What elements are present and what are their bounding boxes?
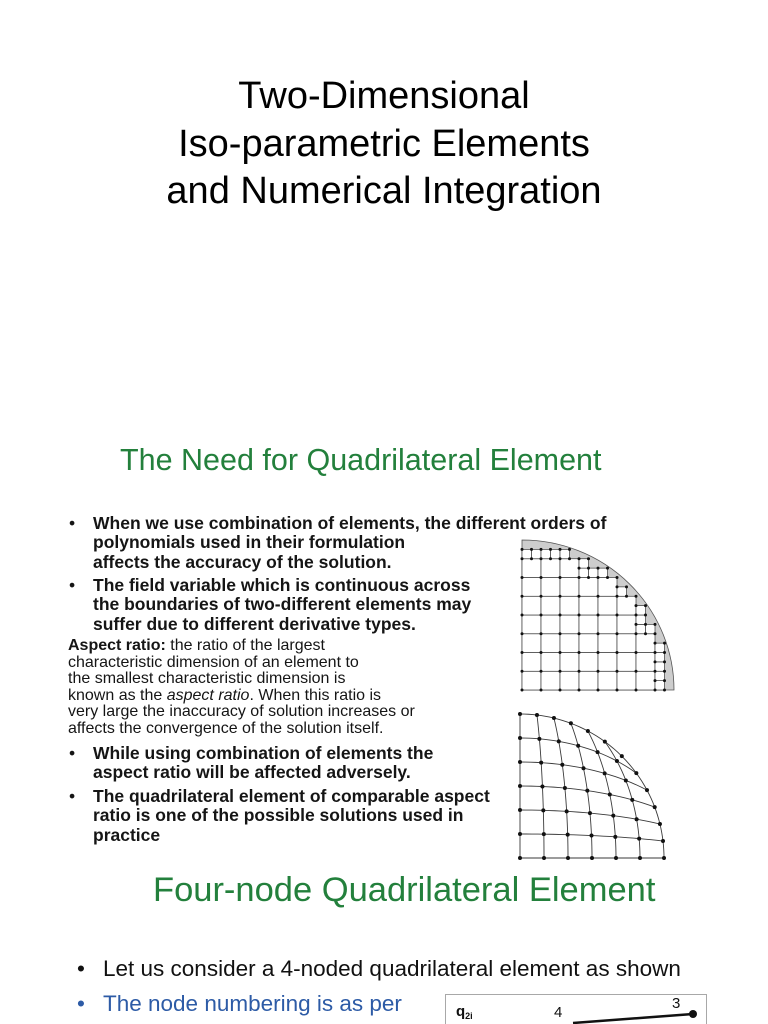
grid-node [549,557,552,560]
aspect-text: the ratio of the largest [165,637,325,654]
bullet-marker: • [77,991,85,1016]
grid-cell [579,568,589,577]
grid-cell [617,615,636,634]
grid-node [559,548,562,551]
grid-cell [655,671,665,680]
mesh-node [566,833,570,837]
grid-node [625,595,628,598]
bullet-line: ratio is one of the possible solutions used in [93,805,464,825]
grid-node [635,595,638,598]
grid-node [559,595,562,598]
mesh-node [590,856,594,860]
mesh-node [588,811,592,815]
grid-cell [541,615,560,634]
grid-node [606,567,609,570]
aspect-text: known as the [68,686,167,704]
mesh-line [622,756,664,858]
grid-node [521,595,524,598]
mesh-node [582,766,586,770]
grid-node [578,632,581,635]
mesh-node [586,729,590,733]
grid-cell [655,662,665,671]
grid-node [635,623,638,626]
grid-node [654,651,657,654]
bullet-item-node-numbering [77,991,402,1017]
mesh-line [605,742,640,858]
bullet-marker: • [69,512,76,533]
node-label-4: 4 [554,1004,563,1021]
grid-node [578,557,581,560]
aspect-line [68,638,415,655]
grid-node [616,670,619,673]
grid-cell [522,596,541,615]
grid-node [540,651,543,654]
aspect-line: characteristic dimension of an element to [68,653,359,671]
bullet-line: While using combination of elements the [93,742,434,763]
grid-node [616,585,619,588]
bullet-line: aspect ratio will be affected adversely. [93,762,411,782]
grid-node [635,689,638,692]
grid-cell [598,615,617,634]
grid-node [587,576,590,579]
grid-cell [560,559,579,578]
bullet-line: practice [93,824,161,845]
mesh-node [560,763,564,767]
grid-cell [560,653,579,672]
grid-node [521,689,524,692]
grid-node [625,585,628,588]
grid-node [521,670,524,673]
grid-cell [636,624,646,633]
grid-node [654,623,657,626]
grid-node [559,651,562,654]
bullet-line: affects the accuracy of the solution. [93,551,392,572]
grid-cell [551,549,561,558]
grid-cell [598,596,617,615]
grid-node [663,660,666,663]
mesh-node [535,713,539,717]
bullet-line: The quadrilateral element of comparable aspect [93,785,490,806]
mesh-node [603,740,607,744]
grid-cell [598,578,617,597]
section-heading-need-for-quadrilateral: The Need for Quadrilateral Element [120,443,602,477]
grid-node [568,548,571,551]
grid-node [578,614,581,617]
grid-cell [598,671,617,690]
mesh-node [637,837,641,841]
grid-cell [579,578,598,597]
grid-cell [541,559,560,578]
grid-node [597,689,600,692]
grid-node [530,548,533,551]
bullet-item-consider-element [77,956,681,982]
bullet-marker: • [69,742,76,763]
grid-cell [655,653,665,662]
grid-node [559,689,562,692]
grid-cell [617,634,636,653]
grid-cell [617,653,636,672]
mesh-node [557,739,561,743]
grid-node [616,595,619,598]
grid-node [521,576,524,579]
mesh-node [638,856,642,860]
grid-cell [532,549,542,558]
document-title [0,73,768,216]
grid-cell [522,653,541,672]
grid-node [578,567,581,570]
grid-cell [579,671,598,690]
grid-node [606,576,609,579]
grid-cell [541,596,560,615]
grid-cell [598,568,608,577]
mesh-node [662,856,666,860]
bullet-line: polynomials used in their formulation [93,532,406,552]
grid-node [663,679,666,682]
grid-cell [646,624,656,633]
mesh-node [518,760,522,764]
grid-node [578,576,581,579]
mesh-node [539,761,543,765]
mesh-node [518,736,522,740]
mesh-node [615,759,619,763]
mesh-line [520,738,636,773]
mesh-node [634,771,638,775]
grid-node [644,623,647,626]
grid-cell [560,596,579,615]
dof-symbol: q [456,1003,466,1020]
mesh-node [661,839,665,843]
mesh-node [569,721,573,725]
grid-node [578,595,581,598]
mesh-node [608,793,612,797]
grid-node [540,595,543,598]
grid-node [654,689,657,692]
mesh-node [613,835,617,839]
grid-node [635,604,638,607]
aspect-line: very large the inaccuracy of solution increases or [68,703,415,721]
mesh-node [590,834,594,838]
grid-cell [598,653,617,672]
grid-node [540,576,543,579]
grid-node [559,632,562,635]
grid-node [540,670,543,673]
grid-node [597,670,600,673]
mesh-node [563,786,567,790]
grid-cell [579,634,598,653]
grid-node [540,557,543,560]
element-edge-4-3 [573,1014,693,1023]
dof-subscript: 2i [465,1011,473,1021]
grid-cell [636,653,655,672]
node-3-marker [689,1010,697,1018]
title-line: Two-Dimensional [238,75,530,117]
mesh-node [518,808,522,812]
bullet-line: When we use combination of elements, the different orders of [93,512,607,533]
staircase-grid-mesh-figure [515,532,685,697]
grid-cell [522,559,541,578]
mesh-node [596,750,600,754]
mesh-node [537,737,541,741]
bullet-marker: • [69,785,76,806]
grid-node [663,642,666,645]
mesh-node [620,754,624,758]
aspect-line: affects the convergence of the solution itself. [68,719,384,737]
grid-cell [522,634,541,653]
mesh-node [630,798,634,802]
grid-node [597,614,600,617]
aspect-line [68,688,415,705]
mesh-node [565,809,569,813]
grid-node [559,576,562,579]
grid-node [635,670,638,673]
title-line: Iso-parametric Elements [178,122,590,165]
grid-node [644,604,647,607]
grid-cell [655,643,665,652]
mesh-node [552,716,556,720]
grid-node [521,548,524,551]
mesh-node [541,808,545,812]
grid-node [663,689,666,692]
mesh-node [518,712,522,716]
grid-node [644,614,647,617]
grid-node [530,557,533,560]
grid-node [644,632,647,635]
mesh-node [603,771,607,775]
grid-cell [636,634,655,653]
aspect-ratio-definition [68,638,415,738]
grid-node [521,632,524,635]
bullet-marker: • [69,574,76,595]
bullet-line: The node numbering is as per [103,991,402,1016]
mesh-node [653,805,657,809]
grid-node [559,670,562,673]
mesh-node [542,856,546,860]
grid-cell [522,549,532,558]
grid-cell [579,615,598,634]
grid-node [654,670,657,673]
grid-cell [560,634,579,653]
grid-cell [636,615,646,624]
mesh-node [576,744,580,748]
grid-node [587,557,590,560]
grid-cell [617,587,627,596]
quadrilateral-element-figure [445,994,707,1024]
grid-node [540,548,543,551]
title-line: and Numerical Integration [166,170,602,212]
mesh-node [542,832,546,836]
bullet-item-field-variable [69,574,472,635]
grid-node [521,557,524,560]
grid-cell [655,681,665,690]
grid-node [521,614,524,617]
grid-node [540,614,543,617]
grid-cell [560,578,579,597]
grid-node [568,557,571,560]
grid-node [654,632,657,635]
grid-node [578,670,581,673]
grid-node [597,632,600,635]
grid-node [549,548,552,551]
mesh-node [614,856,618,860]
grid-node [521,651,524,654]
aspect-ratio-italic-term: aspect ratio [166,686,250,704]
grid-node [597,567,600,570]
grid-cell [522,615,541,634]
grid-cell [579,653,598,672]
section-heading-four-node-quadrilateral: Four-node Quadrilateral Element [153,871,656,909]
grid-node [540,689,543,692]
grid-node [663,651,666,654]
mesh-node [585,789,589,793]
grid-cell [579,559,589,568]
mesh-node [518,856,522,860]
grid-cell [579,596,598,615]
grid-node [559,557,562,560]
mesh-node [624,778,628,782]
mesh-node [540,785,544,789]
bullet-line: the boundaries of two-different elements may [93,594,472,614]
mesh-node [518,832,522,836]
grid-node [540,632,543,635]
grid-cell [541,549,551,558]
bullet-line: suffer due to different derivative types. [93,613,416,634]
grid-cell [522,578,541,597]
mesh-node [635,817,639,821]
grid-node [616,576,619,579]
grid-node [616,689,619,692]
grid-node [654,660,657,663]
grid-node [616,614,619,617]
curved-quadrilateral-mesh-figure [512,708,674,866]
grid-cell [522,671,541,690]
mesh-node [658,822,662,826]
grid-cell [541,578,560,597]
grid-cell [636,606,646,615]
grid-node [578,651,581,654]
grid-cells [522,549,665,690]
mesh-line [520,714,622,756]
grid-node [559,614,562,617]
grid-node [663,670,666,673]
grid-cell [617,671,636,690]
grid-cell [617,596,636,615]
grid-cell [598,634,617,653]
grid-node [635,614,638,617]
bullet-item-aspect-ratio-affected [69,742,434,783]
grid-cell [541,653,560,672]
grid-node [635,651,638,654]
grid-cell [560,549,570,558]
grid-cell [560,615,579,634]
grid-node [578,689,581,692]
grid-node [635,632,638,635]
grid-node [597,651,600,654]
grid-node [597,576,600,579]
dof-label [456,1004,473,1019]
bullet-line: The field variable which is continuous across [93,574,471,595]
grid-cell [636,671,655,690]
mesh-node [518,784,522,788]
grid-node [587,567,590,570]
bullet-marker: • [77,956,85,981]
grid-cell [541,634,560,653]
grid-node [654,679,657,682]
grid-node [616,632,619,635]
mesh-node [611,814,615,818]
bullet-line: Let us consider a 4-noded quadrilateral element as shown [103,956,681,981]
bullet-item-quadrilateral-solution [69,785,490,846]
aspect-line: the smallest characteristic dimension is [68,670,346,688]
grid-node [654,642,657,645]
node-label-3: 3 [672,995,681,1012]
element-edge-drawing [446,995,706,1024]
grid-node [616,651,619,654]
aspect-ratio-term: Aspect ratio: [68,637,166,654]
grid-node [597,595,600,598]
mesh-node [566,856,570,860]
grid-cell [541,671,560,690]
aspect-text: . When this ratio is [249,686,382,704]
grid-cell [560,671,579,690]
mesh-node [645,788,649,792]
grid-cell [589,568,599,577]
